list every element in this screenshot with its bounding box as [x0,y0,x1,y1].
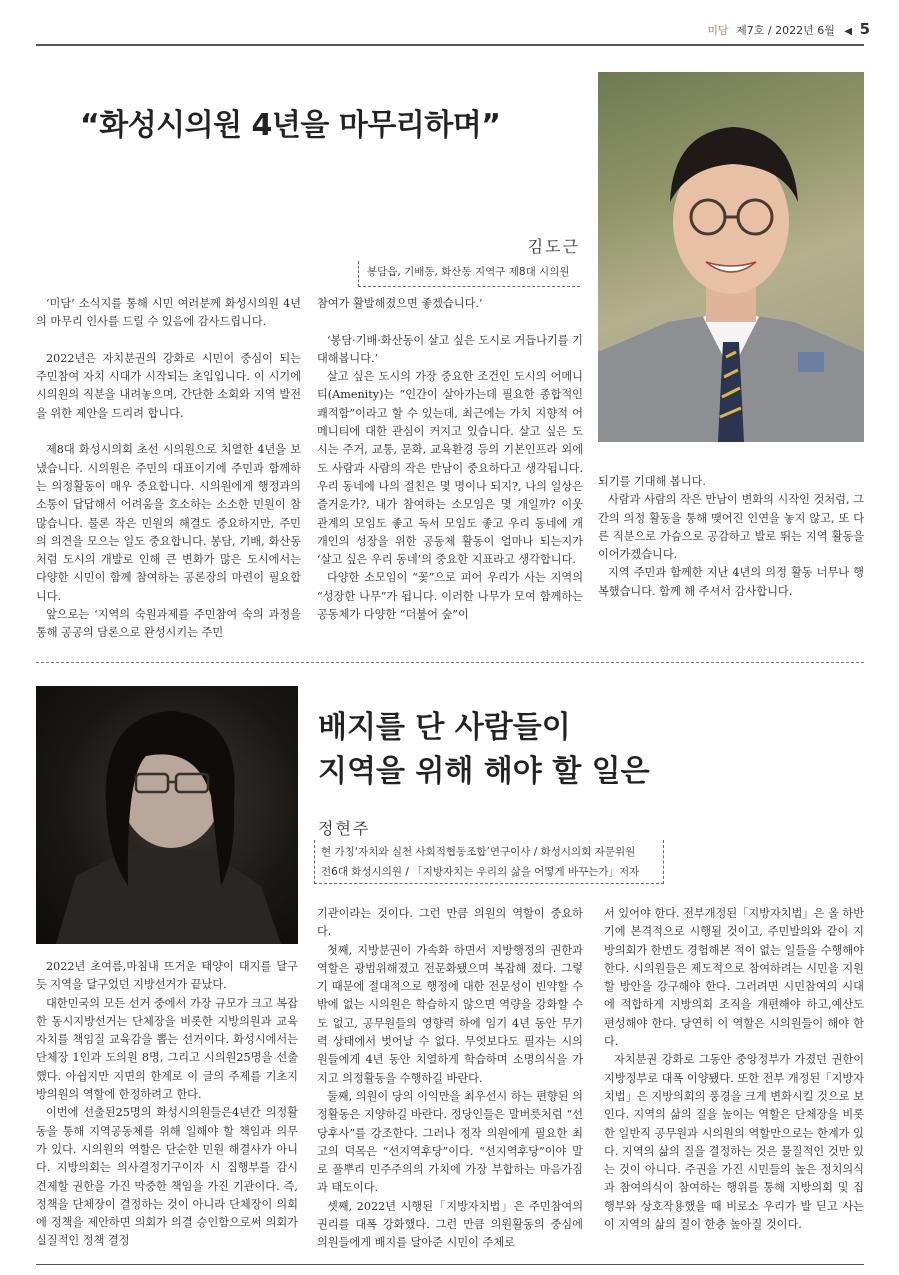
paragraph: 살고 싶은 도시의 가장 중요한 조건인 도시의 어메니티(Amenity)는 “인간이 살아가는데 필요한 종합적인 쾌적함”이라고 할 수 있는데, 최근에는 가치 지향적 어메니티에 대한 관심이 커지고 있습니다. 살고 싶은 도시는 주거, 교통, 문화, 교육환경 등의 기본인프라 외에도 사람과 사람의 작은 만남이 중요하다고 생각됩니다. 우리 동네에 나의 절친은 몇 명이나 되지?, 나의 일상은 즐거운가?, 내가 참여하는 소모임은 몇 개일까? 이웃 관계의 모임도 좋고 독서 모임도 좋고 우리 동네에 개개인의 성장을 위한 공동체 활동이 얼마나 되는지가 ‘살고 싶은 우리 동네’의 중요한 지표라고 생각합니다. [317,370,583,567]
paragraph: 첫째, 지방분권이 가속화 하면서 지방행정의 권한과 역할은 광범위해졌고 전문화됐으며 복잡해 졌다. 그렇기 때문에 절대적으로 행정에 대한 전문성이 빈약할 수밖에 없는 시의원은 학습하지 않으면 역량을 강화할 수도 없고, 공무원들의 영향력 하에 임기 4년 동안 무기력 상태에서 벗어날 수 없다. 무엇보다도 필자는 시의원들에게 4년 동안 치열하게 학습하며 소명의식을 가지고 의정활동을 수행하길 바란다. [317,943,583,1085]
paragraph: 제8대 화성시의회 초선 시의원으로 치열한 4년을 보냈습니다. 시의원은 주민의 대표이기에 주민과 함께하는 의정활동이 매우 중요합니다. 시의원에게 행정과의 소통이 답답해서 어려움을 호소하는 소소한 민원이 참 많습니다. 물론 작은 민원의 해결도 중요하지만, 주민의 의견을 모으는 일도 중요합니다. 봉담, 기배, 화산동처럼 도시의 개발로 인해 큰 변화가 많은 도시에서는 다양한 시민이 함께 참여하는 공론장의 마련이 필요합니다. [36,443,301,603]
paragraph: 참여가 활발해졌으면 좋겠습니다.’ [317,297,483,310]
affiliation-line-2: 전6대 화성시의원 / 「지방자치는 우리의 삶을 어떻게 바꾸는가」저자 [321,866,640,878]
article1-column-3 [598,473,864,601]
article1-column-1 [36,295,301,643]
top-rule [36,44,864,46]
issue-info: 제7호 / 2022년 6월 [736,24,835,37]
newsletter-logo: 미담 [707,24,729,37]
page-number: 5 [859,20,870,38]
paragraph: 자치분권 강화로 그동안 중앙정부가 가졌던 권한이 지방정부로 대폭 이양됐다. 또한 전부 개정된「지방자치법」은 지방의회의 풍경을 크게 변화시킬 것으로 보인다. 지역의 삶의 질을 높이는 역할은 단체장을 비롯한 일반직 공무원과 시의원의 역할만으로는 한계가 있다. 지역의 삶의 질을 결정하는 것은 물질적인 것만 있는 것이 아니다. 주권을 가진 시민들의 높은 정치의식과 참여의식이 참여하는 행위를 통해 지방의회 및 집행부와 상호작용했을 때 비로소 우리가 발 딛고 사는 이 지역의 삶의 질이 한층 높아질 것이다. [604,1053,864,1232]
paragraph: 2022년은 자치분권의 강화로 시민이 중심이 되는 주민참여 자치 시대가 시작되는 초입입니다. 이 시기에 시의원의 직분을 내려놓으며, 간단한 소회와 지역 발전을 위한 제안을 드리려 합니다. [36,351,301,420]
article2-column-2 [317,905,583,1253]
paragraph: ‘봉담·기배·화산동이 살고 싶은 도시로 거듭나기를 기대해봅니다.’ [317,333,583,365]
article2-title [318,706,650,794]
paragraph: 셋째, 2022년 시행된「지방자치법」은 주민참여의 권리를 대폭 강화했다. 그런 만큼 의원활동의 중심에 의원들에게 배지를 달아준 시민이 주체로 [317,1199,583,1250]
article2-title-line-2: 지역을 위해 해야 할 일은 [318,754,650,789]
paragraph: 되기를 기대해 봅니다. [598,475,706,488]
article2-column-1 [36,958,298,1251]
article1-affiliation: 봉담읍, 기배동, 화산동 지역구 제8대 시의원 [358,261,580,287]
article2-title-line-1: 배지를 단 사람들이 [318,710,571,745]
article1-title: “화성시의원 4년을 마무리하며” [80,108,501,143]
article2-author: 정현주 [318,819,371,838]
author1-photo [598,72,864,442]
paragraph: 사람과 사람의 작은 만남이 변화의 시작인 것처럼, 그간의 의정 활동을 통해 맺어진 인연을 놓지 않고, 또 다른 직분으로 가슴으로 공감하고 발로 뛰는 지역 활동을 이어가겠습니다. [598,493,864,562]
paragraph: 지역 주민과 함께한 지난 4년의 의정 활동 너무나 행복했습니다. 함께 해 주셔서 감사합니다. [598,566,864,598]
article2-affiliation [314,840,664,884]
article-divider [36,662,864,663]
paragraph: 둘째, 의원이 당의 이익만을 최우선시 하는 편향된 의정활동은 지양하길 바란다. 정당인들은 말버릇처럼 “선당후사”를 강조한다. 그러나 정작 의원에게 필요한 최고의 덕목은 “선지역후당”이다. “선지역후당”이야 말로 풀뿌리 민주주의의 가치에 가장 부합하는 마음가짐과 태도이다. [317,1089,583,1195]
article2-column-3 [604,905,864,1234]
article1-author: 김도근 [527,237,580,256]
paragraph: 기관이라는 것이다. 그런 만큼 의원의 역할이 중요하다. [317,907,583,939]
paragraph: 이번에 선출된25명의 화성시의원들은4년간 의정활동을 통해 지역공동체를 위해 일해야 할 책임과 의무가 있다. 시의원의 역할은 단순한 민원 해결사가 아니다. 지방의회는 의사결정기구이자 시 집행부를 감시 견제할 권한을 가진 막중한 책임을 가진 기관이다. 즉, 정책을 단체장이 결정하는 것이 아니라 단체장이 의회에 정책을 제안하면 의회가 의결 승인함으로써 의회가 실질적인 정책 결정 [36,1106,298,1248]
paragraph: 대한민국의 모든 선거 중에서 가장 규모가 크고 복잡한 동시지방선거는 단체장을 비롯한 지방의원과 교육 자치를 책임질 교육감을 뽑는 선거이다. 화성시에서는 단체장 1인과 도의원 8명, 그리고 시의원25명을 선출했다. 아쉽지만 지면의 한계로 이 글의 주제를 기초지방의원의 역할에 한정하려고 한다. [36,996,298,1102]
paragraph: ‘미담’ 소식지를 통해 시민 여러분께 화성시의원 4년의 마무리 인사를 드릴 수 있음에 감사드립니다. [36,297,301,329]
triangle-left-icon: ◀ [844,26,853,37]
page-header [0,20,870,40]
paragraph: 서 있어야 한다. 전부개정된「지방자치법」은 올 하반기에 본격적으로 시행될 것이고, 주민발의와 같이 지방의회가 한번도 경험해본 적이 없는 일들을 수행해야 한다. 시의원들은 제도적으로 참여하려는 시민을 지원할 방안을 강구해야 한다. 그러려면 시민참여의 시대에 적합하게 지방의회 조직을 개편해야 하고,예산도 편성해야 한다. 당연히 이 역할은 시의원들이 해야 한다. [604,907,864,1049]
author2-photo [36,686,298,944]
bottom-rule [36,1264,864,1265]
article1-column-2 [317,295,583,624]
paragraph: 2022년 초여름,마침내 뜨거운 태양이 대지를 달구듯 지역을 달구었던 지방선거가 끝났다. [36,960,298,992]
paragraph: 다양한 소모임이 “꽃”으로 피어 우리가 사는 지역의 “성장한 나무”가 됩니다. 이러한 나무가 모여 함께하는 공동체가 다양한 “더불어 숲”이 [317,571,583,622]
affiliation-line-1: 현 가칭‘자치와 실천 사회적협동조합’연구이사 / 화성시의회 자문위원 [321,846,636,858]
paragraph: 앞으로는 ‘지역의 숙원과제를 주민참여 숙의 과정을 통해 공공의 담론으로 완성시키는 주민 [36,608,301,640]
